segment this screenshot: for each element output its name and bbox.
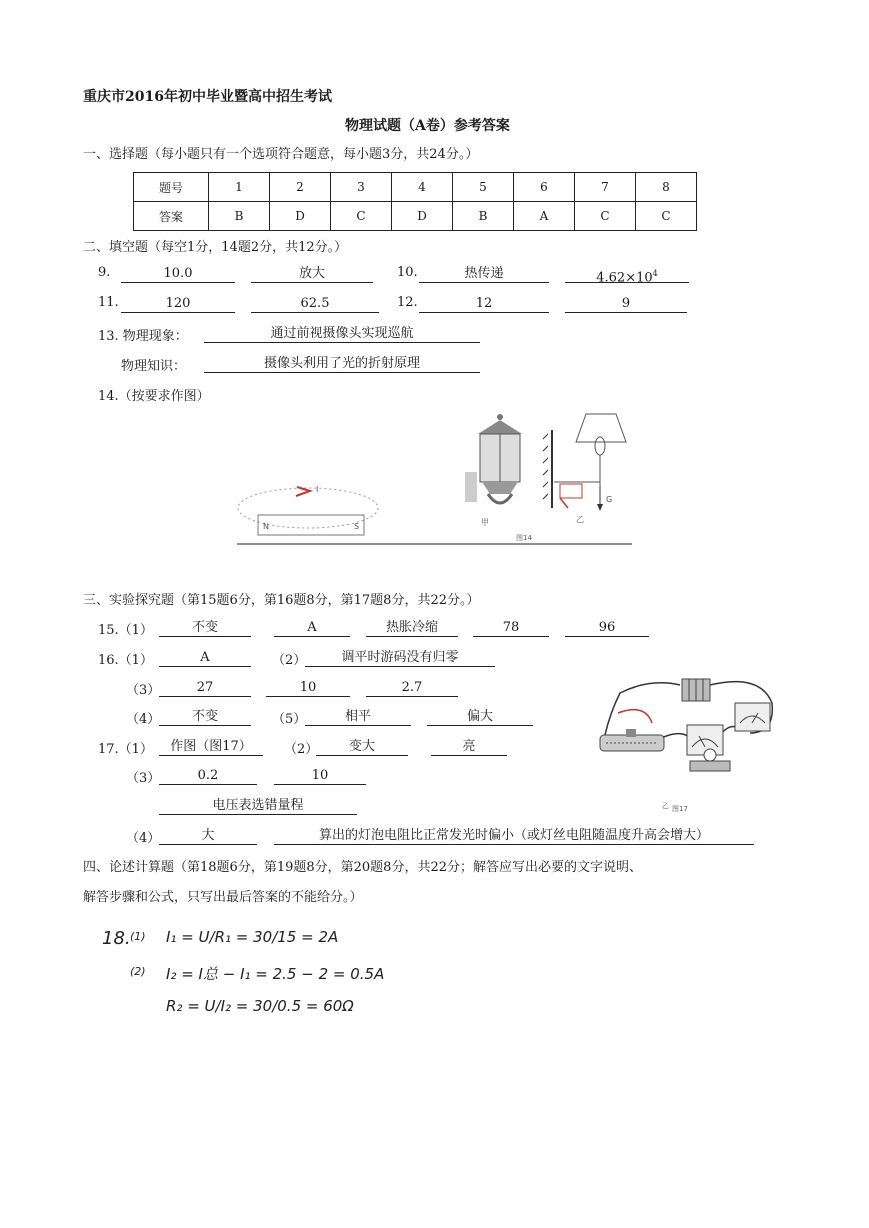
q17-answer-2a: 变大: [316, 738, 408, 756]
table-cell: C: [636, 202, 697, 231]
q10-answer-2-base: 4.62×10: [596, 270, 653, 286]
q15-answer-5: 96: [565, 619, 649, 637]
q17-answer-2b: 亮: [431, 738, 507, 756]
q16-answer-2: 调平时游码没有归零: [305, 649, 495, 667]
q13-phenomenon: 通过前视摄像头实现巡航: [204, 325, 480, 343]
q15-answer-4: 78: [473, 619, 549, 637]
fig-yi-label: 乙: [576, 515, 584, 524]
table-header-cell: 题号: [134, 173, 209, 202]
table-header-cell: 答案: [134, 202, 209, 231]
table-cell: 7: [575, 173, 636, 202]
q15-answer-2: A: [274, 619, 350, 637]
q16-answer-1: A: [159, 649, 251, 667]
q17-answer-4-note: 算出的灯泡电阻比正常发光时偏小（或灯丝电阻随温度升高会增大）: [274, 827, 754, 845]
table-cell: 3: [331, 173, 392, 202]
q17-answer-1: 作图（图17）: [159, 738, 263, 756]
q10-number: 10.: [397, 265, 418, 280]
wire: [605, 693, 620, 735]
table-cell: 2: [270, 173, 331, 202]
q18-line3: R₂ = U/I₂ = 30/0.5 = 60Ω: [166, 997, 354, 1015]
table-cell: 1: [209, 173, 270, 202]
q16-answer-3b: 10: [266, 679, 350, 697]
q13-knowledge-label: 物理知识：: [121, 359, 187, 374]
q17-number: 17.（1）: [98, 742, 153, 757]
table-cell: 6: [514, 173, 575, 202]
pole-n-label: N: [263, 522, 269, 531]
fig14-caption: 图14: [516, 534, 532, 542]
table-cell: C: [575, 202, 636, 231]
q16-answer-4: 不变: [159, 708, 251, 726]
rheostat-icon: [600, 729, 664, 751]
doc-title: 物理试题（A卷）参考答案: [345, 118, 510, 134]
exam-title: 重庆市2016年初中毕业暨高中招生考试: [83, 89, 332, 105]
table-cell: C: [331, 202, 392, 231]
table-cell: B: [453, 202, 514, 231]
voltmeter-icon: [735, 703, 770, 731]
lantern-illustration: [465, 414, 522, 503]
q17-answer-3-note: 电压表选错量程: [159, 797, 357, 815]
gravity-label: G: [606, 495, 613, 504]
wire: [618, 710, 652, 723]
q16-answer-5a: 相平: [305, 708, 411, 726]
q12-answer-2: 9: [565, 295, 687, 313]
table-cell: 4: [392, 173, 453, 202]
figure-14: [230, 412, 635, 550]
q17-answer-3a: 0.2: [159, 767, 257, 785]
q16-sub4: （4）: [126, 712, 161, 727]
pole-s-label: S: [354, 522, 360, 531]
ammeter-icon: [687, 725, 723, 755]
q14-label: 14.（按要求作图）: [98, 389, 210, 404]
current-label: I: [316, 485, 319, 494]
section4-title-line2: 解答步骤和公式，只写出最后答案的不能给分。）: [83, 890, 363, 905]
q12-number: 12.: [397, 295, 418, 310]
q13-phenomenon-label: 13. 物理现象：: [98, 329, 188, 344]
q18-line1: I₁ = U/R₁ = 30/15 = 2A: [166, 928, 339, 946]
table-cell: D: [270, 202, 331, 231]
q12-answer-1: 12: [419, 295, 549, 313]
q16-sub2: （2）: [272, 653, 307, 668]
table-cell: 5: [453, 173, 514, 202]
q9-answer-2: 放大: [251, 265, 373, 283]
q18-line2: I₂ = I总 − I₁ = 2.5 − 2 = 0.5A: [166, 965, 385, 983]
q16-sub5: （5）: [272, 712, 307, 727]
q17-sub2: （2）: [284, 742, 319, 757]
q15-answer-1: 不变: [159, 619, 251, 637]
fig17-yi-label: 乙: [662, 802, 669, 810]
wire: [620, 683, 680, 693]
q17-sub3: （3）: [126, 771, 161, 786]
q18-part2-label: (2): [130, 965, 146, 978]
battery-icon: [682, 679, 710, 701]
wall-lamp-illustration: [543, 414, 626, 511]
q18-part1-label: (1): [130, 930, 146, 943]
q15-number: 15.（1）: [98, 623, 153, 638]
q17-answer-4: 大: [159, 827, 257, 845]
q15-answer-3: 热胀冷缩: [366, 619, 458, 637]
q10-answer-1: 热传递: [419, 265, 549, 283]
q11-number: 11.: [98, 295, 119, 310]
table-row: [134, 173, 697, 202]
q16-number: 16.（1）: [98, 653, 153, 668]
table-cell: 8: [636, 173, 697, 202]
q16-sub3: （3）: [126, 683, 161, 698]
fig-jia-label: 甲: [481, 518, 489, 527]
table-cell: A: [514, 202, 575, 231]
q10-answer-2-exponent: 4: [652, 269, 658, 278]
q17-answer-3b: 10: [274, 767, 366, 785]
q9-number: 9.: [98, 265, 111, 280]
table-cell: B: [209, 202, 270, 231]
section3-title: 三、实验探究题（第15题6分，第16题8分，第17题8分，共22分。）: [83, 593, 480, 608]
q10-answer-2: [565, 265, 689, 286]
q18-number: 18.: [102, 928, 131, 949]
q11-answer-2: 62.5: [251, 295, 379, 313]
figure-17-circuit: [590, 673, 785, 818]
field-arrow-icon: [296, 487, 310, 496]
table-row: [134, 202, 697, 231]
q16-answer-3c: 2.7: [366, 679, 458, 697]
section2-title: 二、填空题（每空1分，14题2分，共12分。）: [83, 240, 348, 255]
section1-title: 一、选择题（每小题只有一个选项符合题意，每小题3分，共24分。）: [83, 147, 479, 162]
q16-answer-5b: 偏大: [427, 708, 533, 726]
q16-answer-3a: 27: [159, 679, 251, 697]
section4-title-line1: 四、论述计算题（第18题6分，第19题8分，第20题8分，共22分；解答应写出必要的文字说明、: [83, 860, 642, 875]
table-cell: D: [392, 202, 453, 231]
q9-answer-1: 10.0: [121, 265, 235, 283]
q17-sub4: （4）: [126, 831, 161, 846]
fig17-caption: 图17: [672, 805, 688, 813]
answer-table: [133, 172, 697, 231]
q13-knowledge: 摄像头利用了光的折射原理: [204, 355, 480, 373]
q11-answer-1: 120: [121, 295, 235, 313]
